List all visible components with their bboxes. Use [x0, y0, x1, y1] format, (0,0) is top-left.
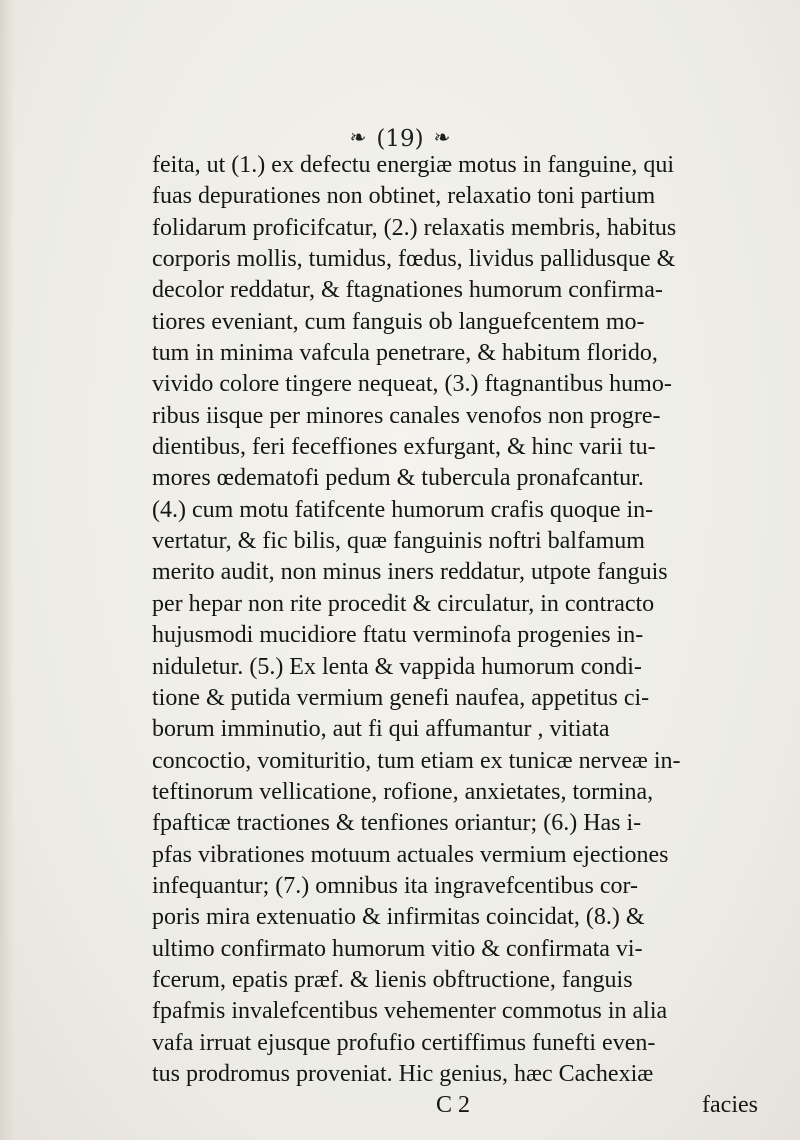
text-line: vertatur, & fic bilis, quæ fanguinis noftri balfamum	[152, 528, 645, 555]
text-line: teftinorum vellicatione, rofione, anxietates, tormina,	[152, 778, 654, 805]
text-line: pfas vibrationes motuum actuales vermium ejectiones	[152, 841, 669, 868]
catchword: facies	[702, 1092, 758, 1119]
text-line: folidarum proficifcatur, (2.) relaxatis membris, habitus	[152, 214, 677, 241]
text-line: tus prodromus proveniat. Hic genius, hæc Cachexiæ	[152, 1060, 654, 1087]
text-line: borum imminutio, aut fi qui affumantur , vitiata	[152, 716, 610, 743]
text-line: poris mira extenuatio & infirmitas coincidat, (8.) &	[152, 904, 645, 931]
text-line: tiores eveniant, cum fanguis ob languefcentem mo-	[152, 308, 645, 335]
text-line: feita, ut (1.) ex defectu energiæ motus in fanguine, qui	[152, 152, 675, 178]
text-line: vivido colore tingere nequeat, (3.) ftagnantibus humo-	[152, 371, 672, 398]
running-header	[0, 125, 800, 152]
ornament-right-icon: ❧	[433, 125, 451, 149]
text-line: (4.) cum motu fatifcente humorum crafis quoque in-	[152, 496, 654, 523]
text-line: mores œdematofi pedum & tubercula pronafcantur.	[152, 465, 644, 492]
text-line: hujusmodi mucidiore ftatu verminofa progenies in-	[152, 622, 644, 649]
text-line: tione & putida vermium genefi naufea, appetitus ci-	[152, 684, 650, 711]
body-text	[152, 150, 774, 1121]
text-line: fuas depurationes non obtinet, relaxatio toni partium	[152, 183, 656, 210]
footer-line	[152, 1090, 774, 1121]
text-line: fpafmis invalefcentibus vehementer commotus in alia	[152, 998, 668, 1025]
text-line: fpafticæ tractiones & tenfiones oriantur; (6.) Has i-	[152, 810, 642, 837]
ornament-left-icon: ❧	[349, 125, 367, 149]
text-line: vafa irruat ejusque profufio certiffimus funefti even-	[152, 1029, 656, 1056]
signature-mark: C 2	[436, 1092, 471, 1119]
text-line: per hepar non rite procedit & circulatur, in contracto	[152, 590, 655, 617]
text-line: ultimo confirmato humorum vitio & confirmata vi-	[152, 935, 643, 962]
text-line: merito audit, non minus iners reddatur, utpote fanguis	[152, 559, 668, 586]
text-line: infequantur; (7.) omnibus ita ingravefcentibus cor-	[152, 872, 639, 899]
text-line: fcerum, epatis præf. & lienis obftructione, fanguis	[152, 966, 633, 993]
text-line: tum in minima vafcula penetrare, & habitum florido,	[152, 340, 658, 367]
text-line: concoctio, vomituritio, tum etiam ex tunicæ nerveæ in-	[152, 747, 681, 774]
page-gutter-shadow	[0, 0, 14, 1140]
text-line: decolor reddatur, & ftagnationes humorum confirma-	[152, 277, 663, 304]
text-line: corporis mollis, tumidus, fœdus, lividus pallidusque &	[152, 246, 676, 273]
text-line: dientibus, feri feceffiones exfurgant, & hinc varii tu-	[152, 434, 656, 461]
text-line: ribus iisque per minores canales venofos non progre-	[152, 402, 661, 429]
text-line: niduletur. (5.) Ex lenta & vappida humorum condi-	[152, 653, 642, 680]
page-number: (19)	[376, 126, 424, 152]
